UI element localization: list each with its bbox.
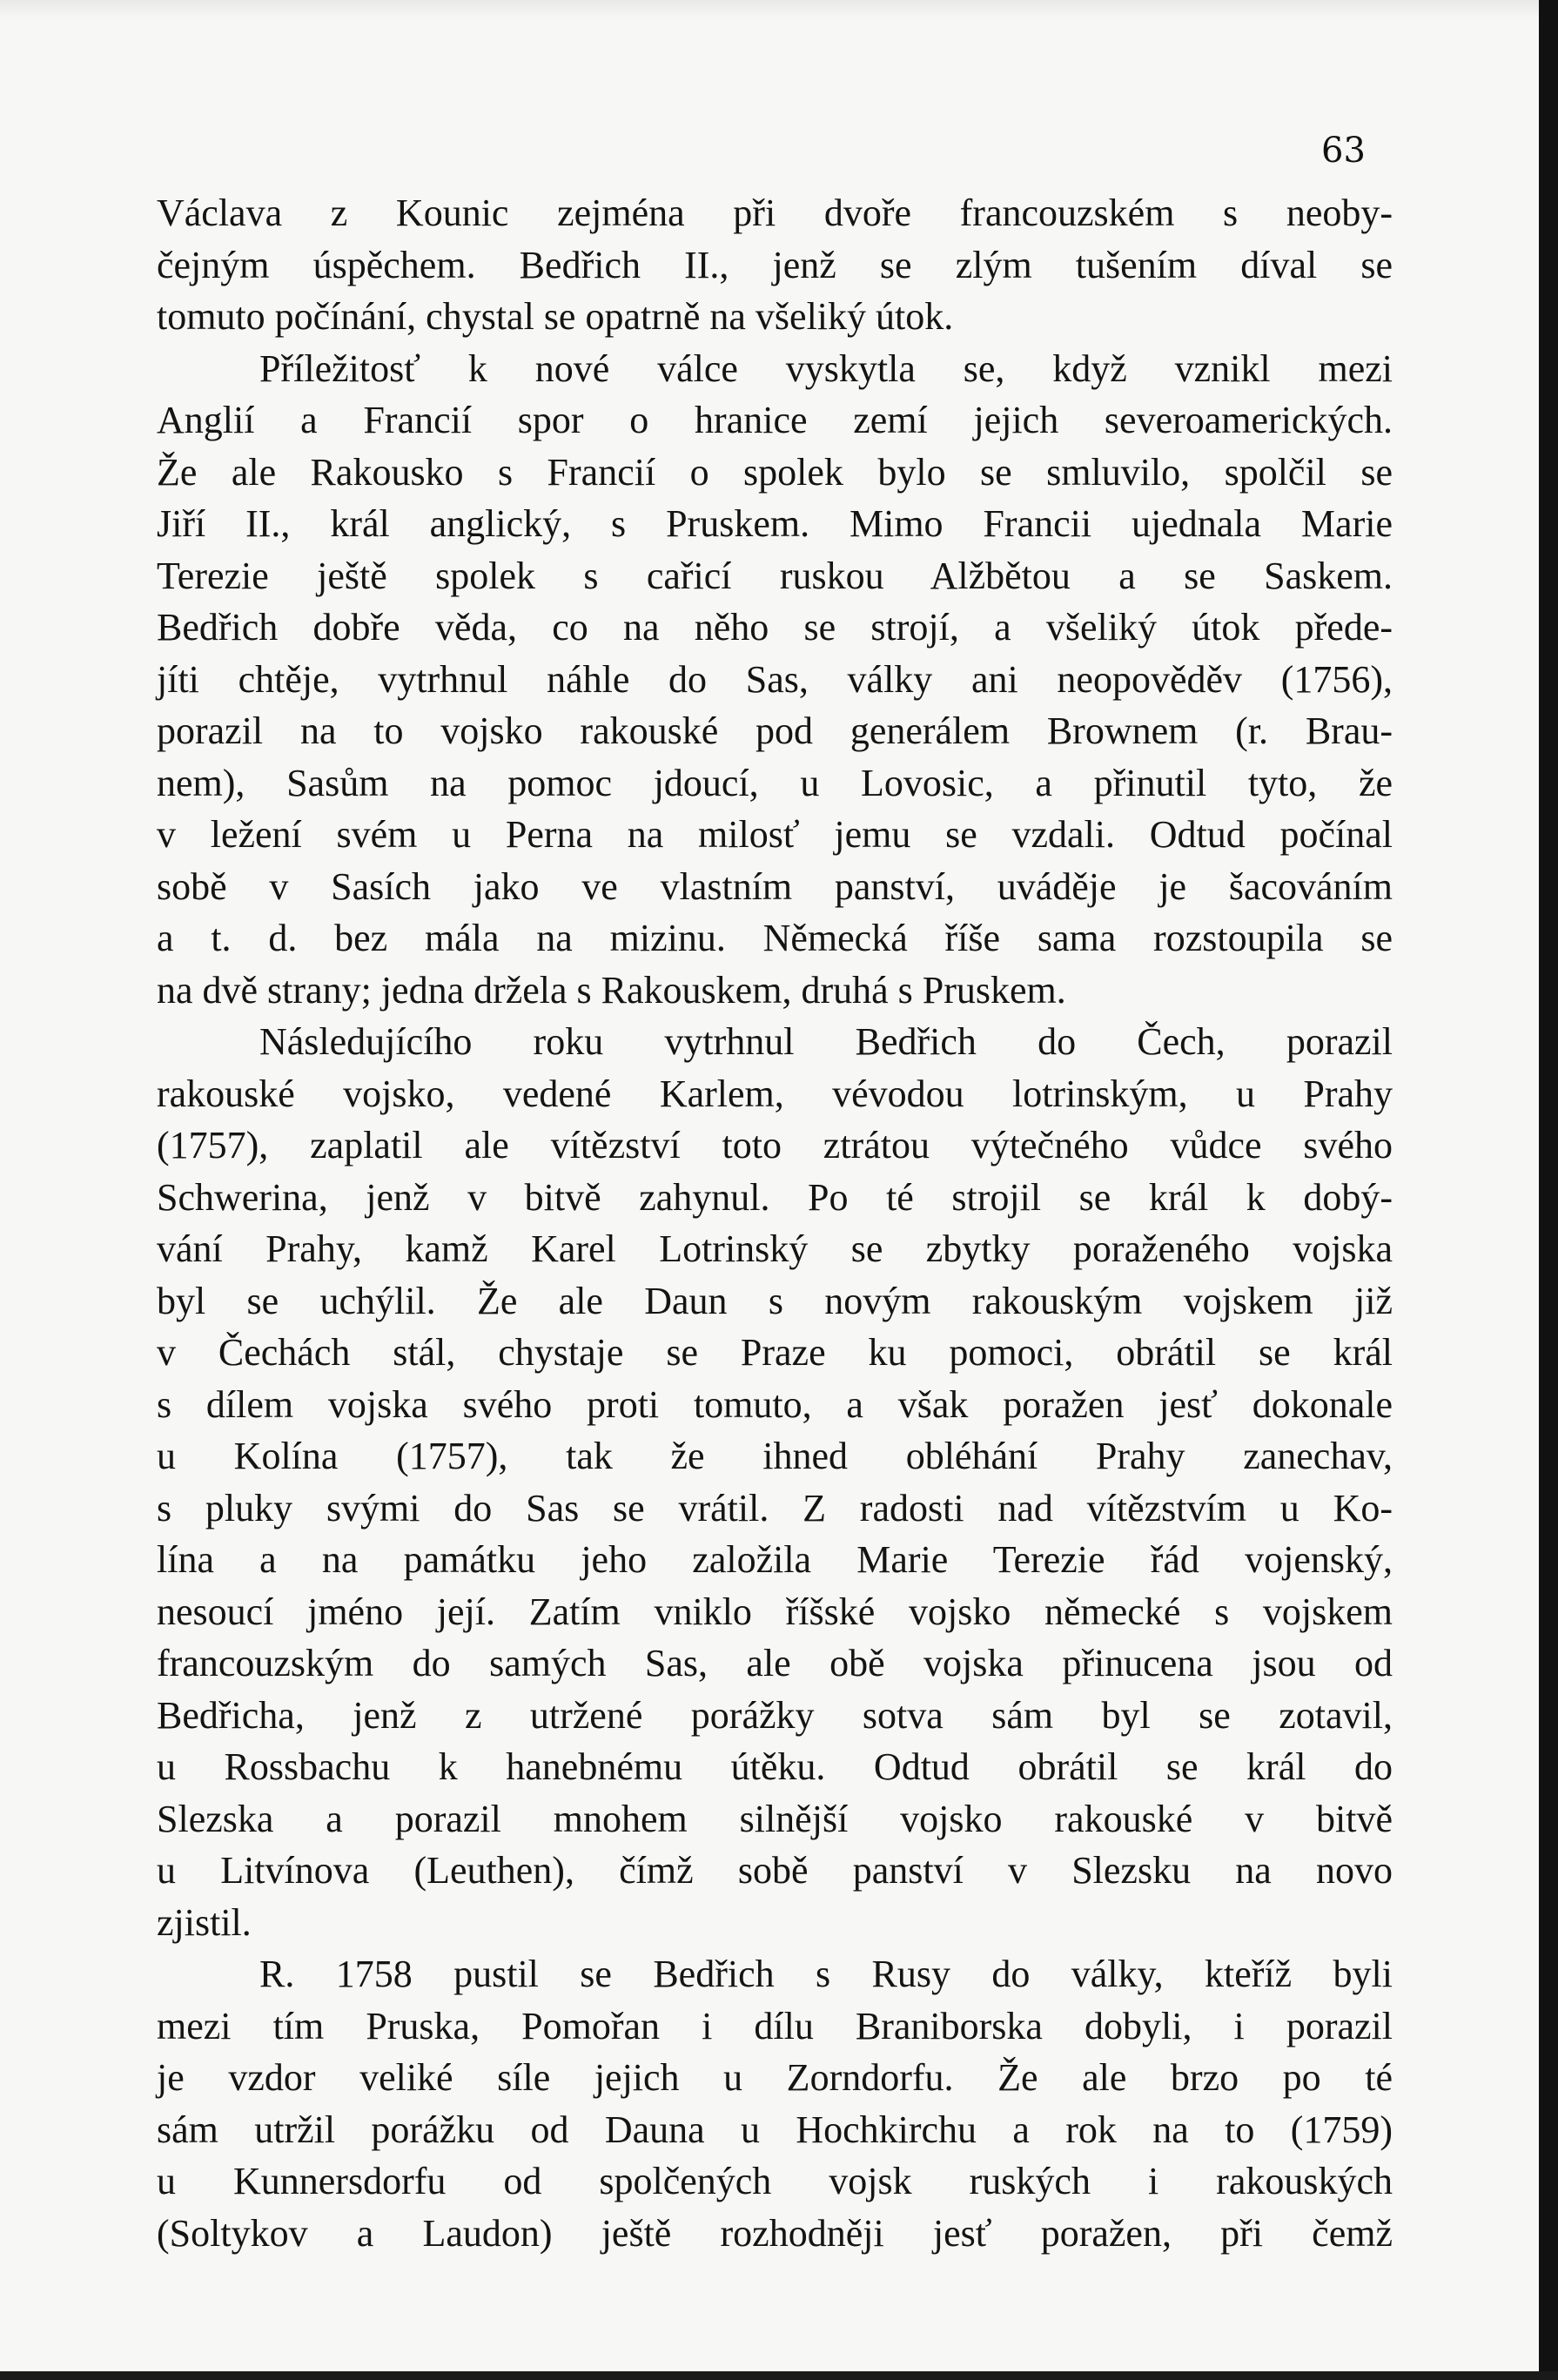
text-line: a t. d. bez mála na mizinu. Německá říše sama rozstoupila se [157,917,1393,959]
text-line: rakouské vojsko, vedené Karlem, vévodou lotrinským, u Prahy [157,1072,1393,1115]
text-line: porazil na to vojsko rakouské pod generálem Brownem (r. Brau- [157,709,1393,752]
text-line: u Rossbachu k hanebnému útěku. Odtud obrátil se král do [157,1745,1393,1788]
text-line: je vzdor veliké síle jejich u Zorndorfu. Že ale brzo po té [157,2056,1393,2099]
text-line: u Kunnersdorfu od spolčených vojsk ruských i rakouských [157,2160,1393,2202]
page-number: 63 [1321,131,1366,171]
text-line: Bedřicha, jenž z utržené porážky sotva sám byl se zotavil, [157,1693,1393,1737]
text-line: sobě v Sasích jako ve vlastním panství, uváděje je šacováním [157,864,1393,908]
text-line: Následujícího roku vytrhnul Bedřich do Čech, porazil [259,1020,1393,1063]
text-line: Václava z Kounic zejména při dvoře francouzském s neoby- [157,192,1393,234]
text-line: u Kolína (1757), tak že ihned obléhání Prahy zanechav, [157,1435,1393,1477]
text-line: na dvě strany; jedna držela s Rakouskem, druhá s Pruskem. [157,968,1066,1012]
text-line: v Čechách stál, chystaje se Praze ku pomoci, obrátil se král [157,1331,1393,1374]
text-line: francouzským do samých Sas, ale obě vojska přinucena jsou od [157,1642,1393,1684]
text-line: mezi tím Pruska, Pomořan i dílu Braniborska dobyli, i porazil [157,2004,1393,2047]
text-line: čejným úspěchem. Bedřich II., jenž se zlým tušením díval se [157,243,1393,286]
text-line: Anglií a Francií spor o hranice zemí jejich severoamerických. [157,399,1393,441]
text-line: nesoucí jméno její. Zatím vniklo říšské vojsko německé s vojskem [157,1590,1393,1633]
scan-bottom-edge [0,2371,1558,2380]
scan-right-edge [1539,0,1558,2380]
text-line: byl se uchýlil. Že ale Daun s novým rakouským vojskem již [157,1279,1393,1322]
text-line: v ležení svém u Perna na milosť jemu se vzdali. Odtud počínal [157,813,1393,856]
body-text [157,187,1393,2259]
text-line: zjistil. [157,1900,252,1944]
text-line: Slezska a porazil mnohem silnější vojsko rakouské v bitvě [157,1797,1393,1840]
text-line: vání Prahy, kamž Karel Lotrinský se zbytky poraženého vojska [157,1227,1393,1270]
text-line: lína a na památku jeho založila Marie Terezie řád vojenský, [157,1538,1393,1581]
text-line: jíti chtěje, vytrhnul náhle do Sas, války ani neopověděv (1756), [157,657,1393,701]
text-line: Bedřich dobře věda, co na něho se strojí, a všeliký útok přede- [157,606,1393,649]
text-line: nem), Sasům na pomoc jdoucí, u Lovosic, a přinutil tyto, že [157,761,1393,804]
scan-top-edge [0,0,1558,19]
text-line: (Soltykov a Laudon) ještě rozhodněji jesť poražen, při čemž [157,2211,1393,2255]
text-line: Příležitosť k nové válce vyskytla se, když vznikl mezi [259,346,1393,390]
text-line: Jiří II., král anglický, s Pruskem. Mimo Francii ujednala Marie [157,502,1393,545]
text-line: sám utržil porážku od Dauna u Hochkirchu a rok na to (1759) [157,2108,1393,2151]
text-line: Že ale Rakousko s Francií o spolek bylo se smluvilo, spolčil se [157,450,1393,494]
text-line: Schwerina, jenž v bitvě zahynul. Po té strojil se král k dobý- [157,1175,1393,1219]
text-line: s pluky svými do Sas se vrátil. Z radosti nad vítězstvím u Ko- [157,1486,1393,1530]
text-line: tomuto počínání, chystal se opatrně na všeliký útok. [157,295,954,338]
text-line: R. 1758 pustil se Bedřich s Rusy do války, kteříž byli [259,1953,1393,1995]
text-line: Terezie ještě spolek s cařicí ruskou Alžbětou a se Saskem. [157,554,1393,597]
text-line: s dílem vojska svého proti tomuto, a však poražen jesť dokonale [157,1382,1393,1426]
text-line: (1757), zaplatil ale vítězství toto ztrátou výtečného vůdce svého [157,1124,1393,1166]
text-line: u Litvínova (Leuthen), čímž sobě panství v Slezsku na novo [157,1849,1393,1892]
